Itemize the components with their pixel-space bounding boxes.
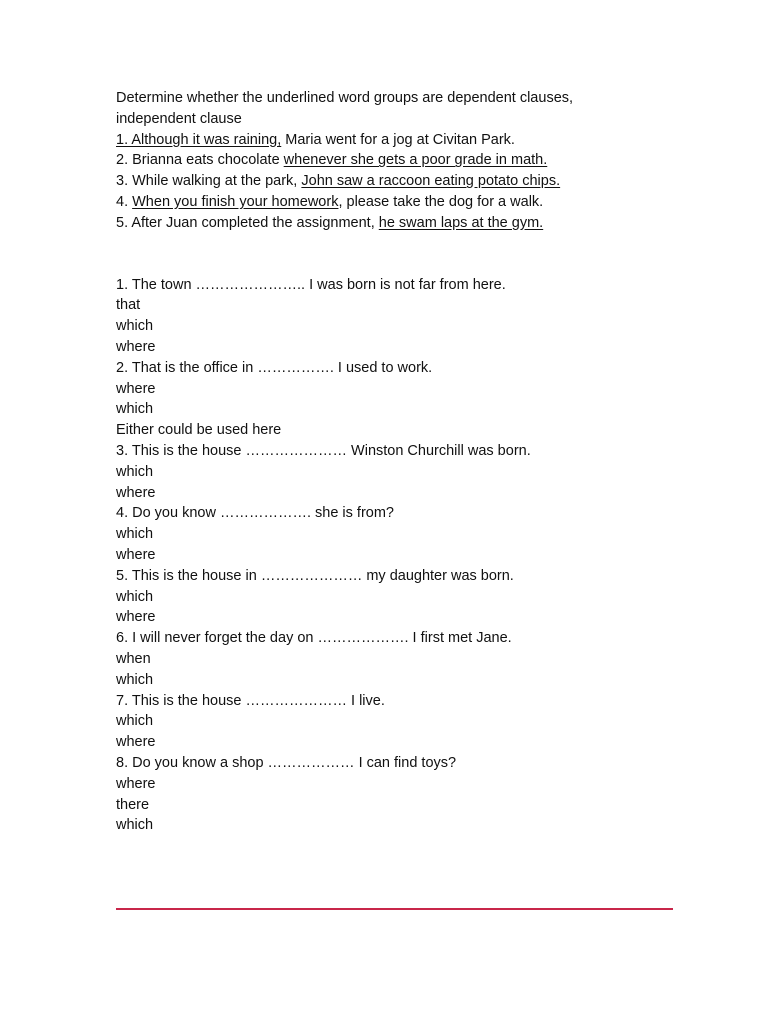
underlined-clause: When you finish your homework xyxy=(132,193,339,210)
clause-rest: , please take the dog for a walk. xyxy=(338,193,544,210)
option: which xyxy=(116,463,154,480)
question-7: 7. This is the house ………………… I live. xyxy=(116,692,385,709)
question-8: 8. Do you know a shop ……………… I can find toys? xyxy=(116,754,457,771)
section-gap xyxy=(116,234,676,275)
clause-item-1 xyxy=(116,130,676,151)
option: which xyxy=(116,526,154,543)
clause-item-3 xyxy=(116,171,676,192)
option: which xyxy=(116,588,154,605)
option: where xyxy=(116,609,156,626)
option: where xyxy=(116,484,156,501)
option: which xyxy=(116,713,154,730)
option: where xyxy=(116,380,156,397)
clause-num: 4. xyxy=(116,193,133,210)
instructions-line-2: independent clause xyxy=(116,110,242,127)
clause-pre: 2. Brianna eats chocolate xyxy=(116,152,284,169)
option: which xyxy=(116,817,154,834)
underlined-clause: whenever she gets a poor grade in math. xyxy=(283,152,548,169)
clause-item-4 xyxy=(116,192,676,213)
option: where xyxy=(116,546,156,563)
option: where xyxy=(116,734,156,751)
option: which xyxy=(116,671,154,688)
clause-pre: 5. After Juan completed the assignment, xyxy=(116,214,379,231)
option: where xyxy=(116,338,156,355)
option: which xyxy=(116,318,154,335)
question-1: 1. The town ………………….. I was born is not far from here. xyxy=(116,276,506,293)
clause-rest: Maria went for a jog at Civitan Park. xyxy=(281,131,515,148)
option: there xyxy=(116,796,150,813)
clause-item-2 xyxy=(116,150,676,171)
instructions-line-1: Determine whether the underlined word groups are dependent clauses, xyxy=(116,90,574,106)
footer-divider xyxy=(116,908,673,910)
underlined-clause: 1. Although it was raining, xyxy=(116,131,282,148)
clause-item-5 xyxy=(116,213,676,234)
option: which xyxy=(116,401,154,418)
document-page xyxy=(116,88,676,836)
question-6: 6. I will never forget the day on ………………. I first met Jane. xyxy=(116,630,512,647)
question-4: 4. Do you know ………………. she is from? xyxy=(116,505,394,522)
question-5: 5. This is the house in ………………… my daughter was born. xyxy=(116,567,514,584)
option: that xyxy=(116,297,141,314)
option: when xyxy=(116,650,151,667)
option: where xyxy=(116,775,156,792)
question-3: 3. This is the house ………………… Winston Churchill was born. xyxy=(116,442,531,459)
question-2: 2. That is the office in ……………. I used to work. xyxy=(116,359,433,376)
underlined-clause: he swam laps at the gym. xyxy=(378,214,544,231)
option: Either could be used here xyxy=(116,422,282,439)
clause-pre: 3. While walking at the park, xyxy=(116,173,302,190)
underlined-clause: John saw a raccoon eating potato chips. xyxy=(301,173,561,190)
